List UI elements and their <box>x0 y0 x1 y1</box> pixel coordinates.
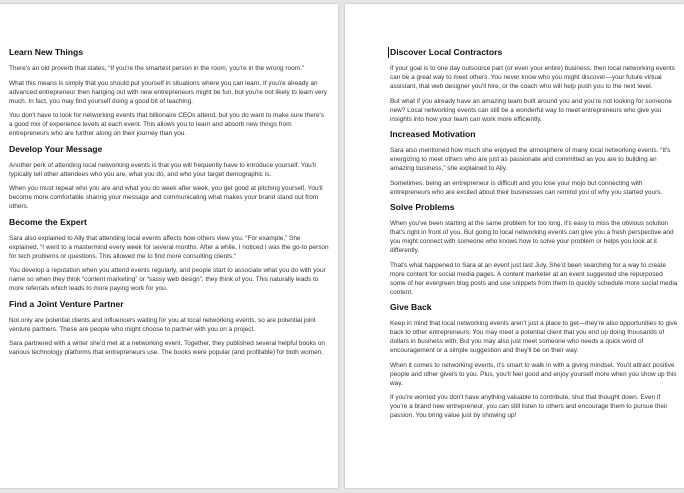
body-paragraph: If your goal is to one day outsource part (or even your entire) business, then local networking events can be a great way to meet others. You never know who you might discover—your future virtual assistant, that web designer you'll hire, or the coach who will help push you to the next level. <box>390 65 675 90</box>
body-paragraph: Sara partnered with a writer she'd met at a networking event. Together, they published several helpful books on various technology platforms that entrepreneurs use. The books were popular (and profitable) for both women. <box>9 340 326 356</box>
body-paragraph: Sometimes, being an entrepreneur is difficult and you lose your mojo but connecting with entrepreneurs who are excited about their businesses can remind you of why you started yours. <box>390 179 663 196</box>
body-paragraph: Another perk of attending local networking events is that you will frequently have to introduce yourself. You'll typically tell other attendees who you are, what you do, and who your target demographic is. <box>9 161 316 178</box>
body-paragraph: When it comes to networking events, it's smart to walk in with a giving mindset. You'll attract positive people and other givers to you. Plus, you'll feel good and enjoy yourself more when you show up this way. <box>390 361 677 387</box>
page-left-content <box>9 47 329 363</box>
section-discover-local-contractors <box>390 47 678 124</box>
section-find-a-joint-venture-partner <box>9 299 329 358</box>
body-paragraph: What this means is simply that you should put yourself in situations where you can learn. If you're already an advanced entrepreneur then hanging out with new entrepreneurs might be fun, but you're not likely to learn very much. In fact, you may find yourself doing a good bit of teaching. <box>9 79 327 105</box>
body-paragraph: That's what happened to Sara at an event just last July. She'd been searching for a way to create more content for social media pages. A content marketer at an event suggested she repurposed some of her evergreen blog posts and use snippets from them to quickly schedule more social media content. <box>390 261 678 296</box>
body-paragraph: If you're worried you don't have anything valuable to contribute, shut that thought down. Even if you're a brand new entrepreneur, you can still listen to others and encourage them to pursue their passion. You bring value just by showing up! <box>390 394 668 419</box>
section-become-the-expert <box>9 217 329 294</box>
body-paragraph: Sara also mentioned how much she enjoyed the atmosphere of many local networking events. “It's energizing to meet others who are just as passionate and committed as you are to building an amazing business,” she explained to Ally. <box>390 147 671 172</box>
section-heading: Develop Your Message <box>9 143 103 154</box>
section-solve-problems <box>390 202 678 297</box>
body-paragraph: When you've been starting at the same problem for too long, it's easy to miss the obvious solution that's right in front of you. But going to local networking events can give you a fresh perspective and you might connect with someone who knows how to solve your problem or helps you look at it differently. <box>390 220 674 254</box>
body-paragraph: You don't have to look for networking events that billionaire CEOs attend, but you do want to make sure there's a good mix of experience levels at each event. This allows you to learn and absorb new things from entrepreneurs who are further along on their journey than you. <box>9 112 324 137</box>
body-paragraph: Keep in mind that local networking events aren't just a place to get—they're also opportunities to give back to other entrepreneurs. You may meet a potential client that you end up doing thousands of dollars in business with. But you may also just meet someone who needs a quick word of encouragement or a simple suggestion and they'll be on their way. <box>390 320 678 354</box>
section-develop-your-message <box>9 144 329 212</box>
body-paragraph: When you must repeat who you are and what you do week after week, you get good at pitching yourself. You'll become more comfortable sharing your message and communicating what makes your brand stand out from others. <box>9 185 323 210</box>
body-paragraph: But what if you already have an amazing team built around you and you're not looking for someone new? Local networking events can still be a wonderful way to meet entrepreneurs who give you insights into how your team can work more efficiently. <box>390 97 672 123</box>
section-heading: Discover Local Contractors <box>388 47 678 58</box>
section-heading: Increased Motivation <box>390 129 476 139</box>
body-paragraph: Sara also explained to Ally that attending local events affects how others view you. “For example,” She explained, “I went to a mastermind every week for several months. After a while, I noticed I was the go-to person for tech problems or questions. This allowed me to find more consulting clients.” <box>9 234 329 260</box>
body-paragraph: You develop a reputation when you attend events regularly, and people start to associate what you do with your name so when they think “content marketing” or “sassy web design”, they think of you. This naturally leads to more referrals which leads to more paying work for you. <box>9 267 326 292</box>
document-page-right[interactable] <box>345 4 684 488</box>
body-paragraph: There's an old proverb that states, “If you're the smartest person in the room, you're in the wrong room.” <box>9 65 304 72</box>
page-right-content <box>390 47 678 426</box>
section-heading: Find a Joint Venture Partner <box>9 298 124 309</box>
section-heading: Learn New Things <box>9 47 84 57</box>
document-page-left[interactable] <box>0 4 338 488</box>
section-heading: Give Back <box>390 302 432 312</box>
section-learn-new-things <box>9 47 329 138</box>
section-heading: Solve Problems <box>390 202 455 212</box>
section-increased-motivation <box>390 129 678 197</box>
body-paragraph: Not only are potential clients and influencers waiting for you at local networking events, so are potential joint venture partners. These are people who might choose to partner with you on a project. <box>9 316 316 333</box>
section-heading: Become the Expert <box>9 216 87 227</box>
section-give-back <box>390 302 678 420</box>
